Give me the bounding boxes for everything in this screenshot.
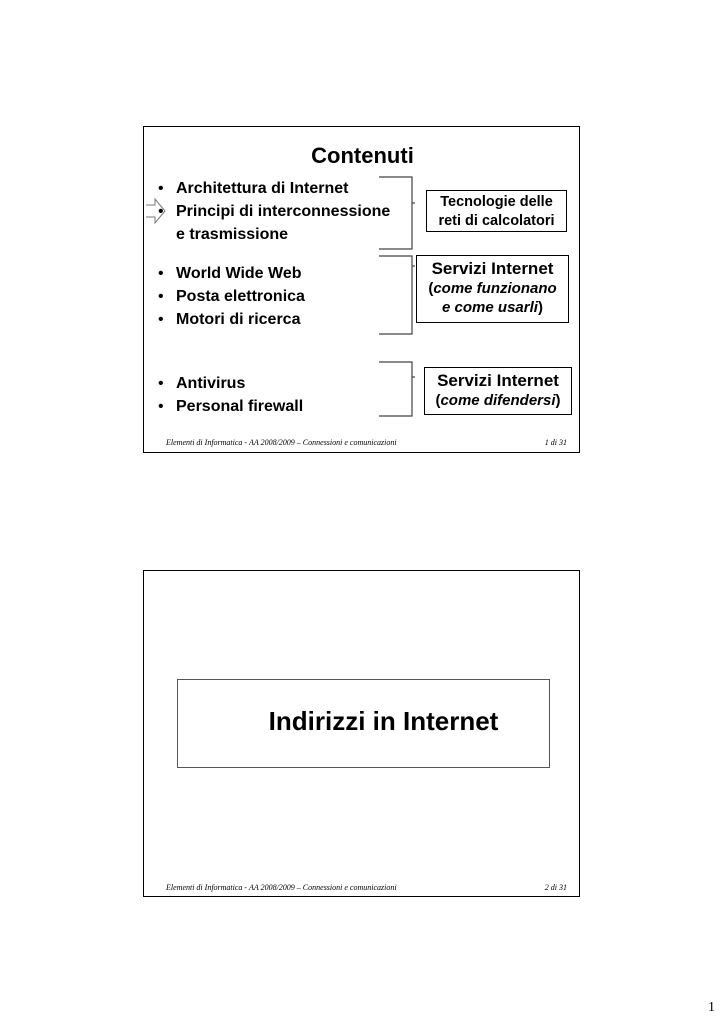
bullet-list-group-1	[158, 177, 390, 246]
bullet-list-group-3	[158, 372, 303, 418]
list-item: • Motori di ricerca	[158, 308, 305, 331]
bullet-icon: •	[158, 203, 164, 220]
bullet-icon: •	[158, 375, 164, 392]
slide-number: 2 di 31	[544, 883, 567, 892]
bullet-icon: •	[158, 180, 164, 197]
section-title: Indirizzi in Internet	[268, 706, 499, 736]
list-item: • Posta elettronica	[158, 285, 305, 308]
list-item: • Antivirus	[158, 372, 303, 395]
section-title-box	[177, 679, 550, 768]
current-section-arrow-icon	[145, 197, 167, 225]
slide-title: Contenuti	[311, 143, 414, 168]
slide-footer: Elementi di Informatica - AA 2008/2009 – Connessioni e comunicazioni	[166, 438, 397, 447]
list-item: • Personal firewall	[158, 395, 303, 418]
bracket-group-2	[379, 254, 415, 338]
slide-footer: Elementi di Informatica - AA 2008/2009 – Connessioni e comunicazioni	[166, 883, 397, 892]
list-item: • Principi di interconnessione	[158, 200, 390, 223]
topic-box-network-tech: Tecnologie delle reti di calcolatori	[426, 190, 567, 232]
bracket-group-3	[379, 360, 415, 420]
bullet-icon: •	[158, 311, 164, 328]
bracket-group-1	[379, 175, 415, 255]
list-item: • World Wide Web	[158, 262, 305, 285]
bullet-icon: •	[158, 288, 164, 305]
list-item-continuation: e trasmissione	[176, 226, 289, 243]
slide-2	[143, 570, 580, 897]
bullet-icon: •	[158, 398, 164, 415]
slide-number: 1 di 31	[544, 438, 567, 447]
topic-box-internet-security: Servizi Internet (come difendersi)	[424, 367, 572, 415]
slide-1	[143, 126, 580, 453]
document-page-number: 1	[708, 1000, 715, 1015]
topic-box-internet-services: Servizi Internet (come funzionano e come usarli)	[416, 255, 569, 323]
bullet-list-group-2	[158, 262, 305, 331]
list-item: • Architettura di Internet	[158, 177, 390, 200]
bullet-icon: •	[158, 265, 164, 282]
